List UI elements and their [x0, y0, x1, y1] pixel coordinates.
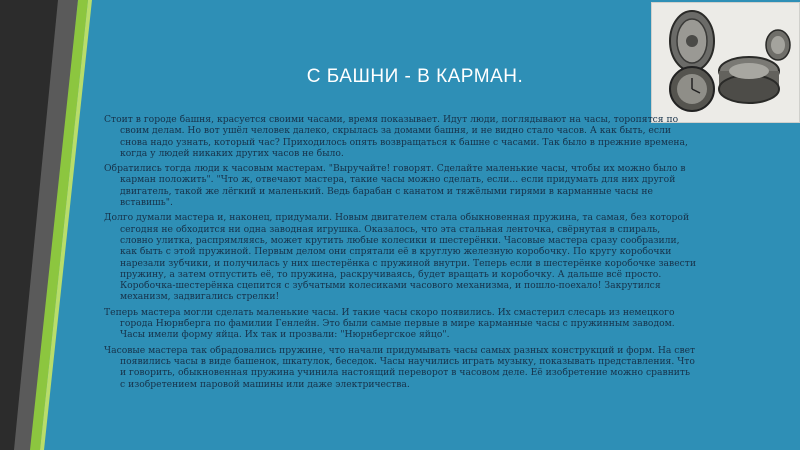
- paragraph-4: Теперь мастера могли сделать маленькие часы. И такие часы скоро появились. Их смастерил слесарь из немецкого города Нюрнберга по фамилии Генлейн. Это были самые первые в мире карманные часы с пружинным заводом. Часы имели форму яйца. Их так и прозвали: "Нюрнбергское яйцо".: [104, 306, 675, 341]
- slide-body: [104, 114, 696, 394]
- paragraph-2: Обратились тогда люди к часовым мастерам. "Выручайте! говорят. Сделайте маленькие часы, чтобы их можно было в карман положить". "Что ж, отвечают мастера, такие часы можно сделать, если... если придумать для них другой двигатель, такой же лёгкий и маленький. Ведь барабан с канатом и тяжёлыми гирями в карманные часы не вставишь".: [104, 163, 686, 209]
- paragraph-5: Часовые мастера так обрадовались пружине, что начали придумывать часы самых разных конструкций и форм. На свет появились часы в виде башенок, шкатулок, беседок. Часы научились играть музыку, показывать представления. Что и говорить, обыкновенная пружина учинила настоящий переворот в часовом деле. Её изобретение можно сравнить с изобретением паровой машины или даже электричества.: [104, 344, 696, 390]
- pocket-watches-photo: [651, 2, 800, 123]
- slide-title: С БАШНИ - В КАРМАН.: [306, 66, 524, 87]
- paragraph-3: Долго думали мастера и, наконец, придумали. Новым двигателем стала обыкновенная пружина, та самая, без которой сегодня не обходится ни одна заводная игрушка. Оказалось, что эта стальная ленточка, свёрнутая в спираль, словно улитка, распрямляясь, может крутить любые колесики и шестерёнки. Часовые мастера сразу сообразили, как быть с этой пружиной. Первым делом они спрятали её в круглую железную коробочку. По кругу коробочки нарезали зубчики, и получилась у них шестерёнка с пружиной внутри. Теперь если в шестерёнке коробочке завести пружину, а затем отпустить её, то пружина, раскручиваясь, будет вращать и коробочку. А дальше всё просто. Коробочка-шестерёнка сцепится с зубчатыми колесиками часового механизма, и пошло-поехало! Закрутился механизм, задвигались стрелки!: [104, 212, 696, 303]
- paragraph-1: Стоит в городе башня, красуется своими часами, время показывает. Идут люди, поглядывают на часы, торопятся по своим делам. Но вот ушёл человек далеко, скрылась за домами башня, и не видно стало часов. А как быть, если снова надо узнать, который час? Приходилось опять возвращаться к башне с часами. Так было в прежние времена, когда у людей никаких других часов не было.: [104, 114, 688, 159]
- left-stripes-decoration: [0, 0, 120, 450]
- watches-illustration: [652, 3, 799, 122]
